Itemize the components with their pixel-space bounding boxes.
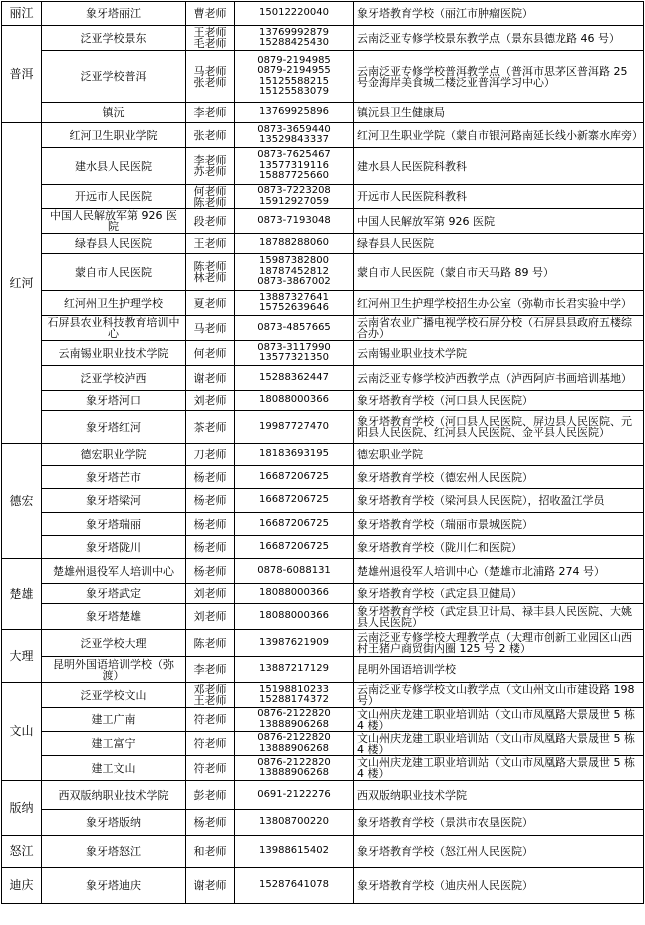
table-row [2, 536, 644, 559]
phone-cell: 0879-2194985 0879-2194955 15125588215 15125583079 [235, 51, 354, 103]
table-row [2, 657, 644, 683]
address-cell: 中国人民解放军第 926 医院 [354, 209, 644, 234]
phone-cell: 13988615402 [235, 836, 354, 868]
teacher-cell: 夏老师 [186, 291, 235, 316]
address-cell: 红河卫生职业学院（蒙自市银河路南延长线小新寨水库旁） [354, 123, 644, 148]
site-cell: 象牙塔河口 [42, 391, 186, 411]
table-row [2, 123, 644, 148]
address-cell: 象牙塔教育学校（丽江市肿瘤医院） [354, 2, 644, 26]
region-cell: 迪庆 [2, 868, 42, 904]
table-row [2, 584, 644, 604]
phone-cell: 15287641078 [235, 868, 354, 904]
teacher-cell: 陈老师 林老师 [186, 254, 235, 291]
address-cell: 昆明外国语培训学校 [354, 657, 644, 683]
site-cell: 象牙塔瑞丽 [42, 513, 186, 536]
site-cell: 西双版纳职业技术学院 [42, 781, 186, 810]
phone-cell: 18183693195 [235, 444, 354, 466]
address-cell: 建水县人民医院科教科 [354, 148, 644, 185]
teacher-cell: 段老师 [186, 209, 235, 234]
region-cell: 文山 [2, 683, 42, 781]
site-cell: 泛亚学校大理 [42, 630, 186, 657]
phone-cell: 0691-2122276 [235, 781, 354, 810]
phone-cell: 16687206725 [235, 489, 354, 513]
teacher-cell: 李老师 苏老师 [186, 148, 235, 185]
address-cell: 象牙塔教育学校（景洪市农垦医院） [354, 810, 644, 836]
table-row [2, 513, 644, 536]
site-cell: 蒙自市人民医院 [42, 254, 186, 291]
teacher-cell: 杨老师 [186, 536, 235, 559]
phone-cell: 19987727470 [235, 411, 354, 444]
table-row [2, 630, 644, 657]
phone-cell: 18088000366 [235, 584, 354, 604]
site-cell: 泛亚学校泸西 [42, 366, 186, 391]
site-cell: 云南锡业职业技术学院 [42, 341, 186, 366]
site-cell: 象牙塔梁河 [42, 489, 186, 513]
teacher-cell: 刘老师 [186, 391, 235, 411]
phone-cell: 13769925896 [235, 103, 354, 123]
phone-cell: 16687206725 [235, 466, 354, 489]
teacher-cell: 和老师 [186, 836, 235, 868]
teacher-cell: 何老师 [186, 341, 235, 366]
teacher-cell: 符老师 [186, 732, 235, 756]
teacher-cell: 茶老师 [186, 411, 235, 444]
teacher-cell: 杨老师 [186, 489, 235, 513]
site-cell: 泛亚学校普洱 [42, 51, 186, 103]
address-cell: 象牙塔教育学校（河口县人民医院、屏边县人民医院、元阳县人民医院、红河县人民医院、金平县人民医院） [354, 411, 644, 444]
teacher-cell: 杨老师 [186, 466, 235, 489]
table-row [2, 234, 644, 254]
teacher-cell: 刘老师 [186, 584, 235, 604]
table-row [2, 756, 644, 781]
address-cell: 象牙塔教育学校（河口县人民医院） [354, 391, 644, 411]
table-row [2, 341, 644, 366]
table-row [2, 559, 644, 584]
site-cell: 镇沅 [42, 103, 186, 123]
table-row [2, 708, 644, 732]
region-cell: 怒江 [2, 836, 42, 868]
region-cell: 版纳 [2, 781, 42, 836]
phone-cell: 13987621909 [235, 630, 354, 657]
address-cell: 楚雄州退役军人培训中心（楚雄市北浦路 274 号） [354, 559, 644, 584]
site-cell: 红河卫生职业学院 [42, 123, 186, 148]
region-cell: 红河 [2, 123, 42, 444]
phone-cell: 0873-3659440 13529843337 [235, 123, 354, 148]
phone-cell: 0873-7223208 15912927059 [235, 185, 354, 209]
table-row [2, 391, 644, 411]
table-row [2, 185, 644, 209]
address-cell: 红河州卫生护理学校招生办公室（弥勒市长君实验中学） [354, 291, 644, 316]
teacher-cell: 李老师 [186, 103, 235, 123]
phone-cell: 15198810233 15288174372 [235, 683, 354, 708]
region-cell: 丽江 [2, 2, 42, 26]
address-cell: 文山州庆龙建工职业培训站（文山市凤凰路大景晟世 5 栋 4 楼） [354, 708, 644, 732]
teacher-cell: 刀老师 [186, 444, 235, 466]
teacher-cell: 陈老师 [186, 630, 235, 657]
site-cell: 德宏职业学院 [42, 444, 186, 466]
site-cell: 象牙塔丽江 [42, 2, 186, 26]
address-cell: 云南省农业广播电视学校石屏分校（石屏县县政府五楼综合办） [354, 316, 644, 341]
phone-cell: 13887217129 [235, 657, 354, 683]
site-cell: 建工富宁 [42, 732, 186, 756]
table-row [2, 2, 644, 26]
phone-cell: 15987382800 18787452812 0873-3867002 [235, 254, 354, 291]
phone-cell: 18088000366 [235, 391, 354, 411]
table-body [2, 2, 644, 904]
teacher-cell: 谢老师 [186, 366, 235, 391]
address-cell: 德宏职业学院 [354, 444, 644, 466]
site-cell: 红河州卫生护理学校 [42, 291, 186, 316]
phone-cell: 0876-2122820 13888906268 [235, 708, 354, 732]
phone-cell: 0873-3117990 13577321350 [235, 341, 354, 366]
address-cell: 象牙塔教育学校（武定县卫计局、禄丰县人民医院、大姚县人民医院） [354, 604, 644, 630]
teacher-cell: 杨老师 [186, 513, 235, 536]
table-row [2, 103, 644, 123]
teacher-cell: 曹老师 [186, 2, 235, 26]
region-cell: 楚雄 [2, 559, 42, 630]
site-cell: 象牙塔芒市 [42, 466, 186, 489]
phone-cell: 13769992879 15288425430 [235, 26, 354, 51]
address-cell: 象牙塔教育学校（瑞丽市景城医院） [354, 513, 644, 536]
table-row [2, 209, 644, 234]
teacher-cell: 刘老师 [186, 604, 235, 630]
phone-cell: 0878-6088131 [235, 559, 354, 584]
address-cell: 文山州庆龙建工职业培训站（文山市凤凰路大景晟世 5 栋 4 楼） [354, 756, 644, 781]
teacher-cell: 李老师 [186, 657, 235, 683]
address-cell: 文山州庆龙建工职业培训站（文山市凤凰路大景晟世 5 栋 4 楼） [354, 732, 644, 756]
phone-cell: 0876-2122820 13888906268 [235, 756, 354, 781]
table-row [2, 444, 644, 466]
teacher-cell: 杨老师 [186, 810, 235, 836]
table-row [2, 316, 644, 341]
table-row [2, 291, 644, 316]
site-cell: 象牙塔陇川 [42, 536, 186, 559]
address-cell: 云南泛亚专修学校普洱教学点（普洱市思茅区普洱路 25 号金海岸美食城二楼泛亚普洱学习中心） [354, 51, 644, 103]
teacher-cell: 邓老师 王老师 [186, 683, 235, 708]
site-cell: 象牙塔怒江 [42, 836, 186, 868]
phone-cell: 13887327641 15752639646 [235, 291, 354, 316]
table-row [2, 836, 644, 868]
training-sites-table [1, 1, 644, 904]
address-cell: 象牙塔教育学校（梁河县人民医院），招收盈江学员 [354, 489, 644, 513]
teacher-cell: 何老师 陈老师 [186, 185, 235, 209]
phone-cell: 0876-2122820 13888906268 [235, 732, 354, 756]
table-row [2, 466, 644, 489]
site-cell: 楚雄州退役军人培训中心 [42, 559, 186, 584]
site-cell: 石屏县农业科技教育培训中心 [42, 316, 186, 341]
address-cell: 云南泛亚专修学校景东教学点（景东县德龙路 46 号） [354, 26, 644, 51]
phone-cell: 0873-4857665 [235, 316, 354, 341]
region-cell: 普洱 [2, 26, 42, 123]
teacher-cell: 马老师 张老师 [186, 51, 235, 103]
address-cell: 象牙塔教育学校（德宏州人民医院） [354, 466, 644, 489]
address-cell: 云南泛亚专修学校泸西教学点（泸西阿庐书画培训基地） [354, 366, 644, 391]
site-cell: 象牙塔迪庆 [42, 868, 186, 904]
address-cell: 蒙自市人民医院（蒙自市天马路 89 号） [354, 254, 644, 291]
teacher-cell: 张老师 [186, 123, 235, 148]
table-row [2, 254, 644, 291]
site-cell: 象牙塔武定 [42, 584, 186, 604]
table-row [2, 683, 644, 708]
phone-cell: 13808700220 [235, 810, 354, 836]
table-row [2, 604, 644, 630]
site-cell: 建工广南 [42, 708, 186, 732]
site-cell: 昆明外国语培训学校（弥渡） [42, 657, 186, 683]
phone-cell: 0873-7625467 13577319116 15887725660 [235, 148, 354, 185]
table-row [2, 810, 644, 836]
teacher-cell: 彭老师 [186, 781, 235, 810]
address-cell: 开远市人民医院科教科 [354, 185, 644, 209]
address-cell: 象牙塔教育学校（陇川仁和医院） [354, 536, 644, 559]
phone-cell: 18088000366 [235, 604, 354, 630]
phone-cell: 15288362447 [235, 366, 354, 391]
site-cell: 建工文山 [42, 756, 186, 781]
teacher-cell: 王老师 [186, 234, 235, 254]
teacher-cell: 马老师 [186, 316, 235, 341]
region-cell: 德宏 [2, 444, 42, 559]
phone-cell: 0873-7193048 [235, 209, 354, 234]
address-cell: 象牙塔教育学校（怒江州人民医院） [354, 836, 644, 868]
phone-cell: 16687206725 [235, 513, 354, 536]
teacher-cell: 杨老师 [186, 559, 235, 584]
address-cell: 绿春县人民医院 [354, 234, 644, 254]
address-cell: 云南泛亚专修学校大理教学点（大理市创新工业园区山西村王猪户商贸街内圈 125 号 2 楼） [354, 630, 644, 657]
site-cell: 建水县人民医院 [42, 148, 186, 185]
table-row [2, 781, 644, 810]
site-cell: 象牙塔红河 [42, 411, 186, 444]
table-row [2, 26, 644, 51]
phone-cell: 16687206725 [235, 536, 354, 559]
table-row [2, 411, 644, 444]
site-cell: 绿春县人民医院 [42, 234, 186, 254]
table-row [2, 148, 644, 185]
site-cell: 中国人民解放军第 926 医院 [42, 209, 186, 234]
address-cell: 象牙塔教育学校（迪庆州人民医院） [354, 868, 644, 904]
address-cell: 西双版纳职业技术学院 [354, 781, 644, 810]
address-cell: 镇沅县卫生健康局 [354, 103, 644, 123]
phone-cell: 15012220040 [235, 2, 354, 26]
teacher-cell: 谢老师 [186, 868, 235, 904]
table-row [2, 732, 644, 756]
table-row [2, 489, 644, 513]
site-cell: 泛亚学校文山 [42, 683, 186, 708]
teacher-cell: 符老师 [186, 756, 235, 781]
table-row [2, 51, 644, 103]
address-cell: 云南锡业职业技术学院 [354, 341, 644, 366]
site-cell: 泛亚学校景东 [42, 26, 186, 51]
teacher-cell: 符老师 [186, 708, 235, 732]
table-row [2, 868, 644, 904]
region-cell: 大理 [2, 630, 42, 683]
site-cell: 象牙塔版纳 [42, 810, 186, 836]
site-cell: 开远市人民医院 [42, 185, 186, 209]
address-cell: 象牙塔教育学校（武定县卫健局） [354, 584, 644, 604]
site-cell: 象牙塔楚雄 [42, 604, 186, 630]
table-row [2, 366, 644, 391]
phone-cell: 18788288060 [235, 234, 354, 254]
teacher-cell: 王老师 毛老师 [186, 26, 235, 51]
address-cell: 云南泛亚专修学校文山教学点（文山州文山市建设路 198 号） [354, 683, 644, 708]
